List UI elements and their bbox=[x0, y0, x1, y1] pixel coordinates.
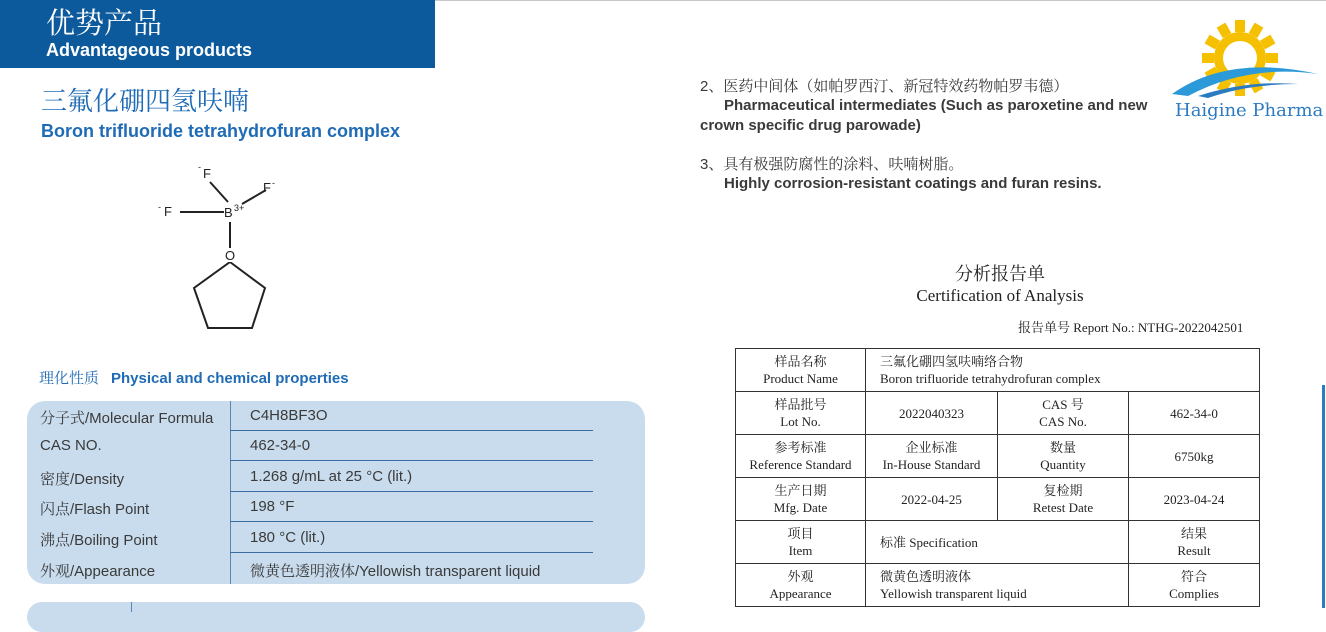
atom-f1: F bbox=[203, 166, 211, 181]
section-banner bbox=[0, 0, 435, 68]
spec-header: 标准 Specification bbox=[866, 521, 1129, 564]
retest-date-value: 2023-04-24 bbox=[1129, 478, 1260, 521]
property-row bbox=[27, 401, 645, 431]
properties-title-cn: 理化性质 bbox=[39, 369, 100, 387]
property-key: 外观/Appearance bbox=[40, 563, 156, 580]
application-en: Highly corrosion-resistant coatings and furan resins. bbox=[724, 175, 1102, 192]
charge-f1: - bbox=[198, 162, 201, 172]
quantity-value: 6750kg bbox=[1129, 435, 1260, 478]
coa-table bbox=[735, 348, 1260, 607]
application-cn: 2、医药中间体（如帕罗西汀、新冠特效药物帕罗韦德） bbox=[700, 78, 1069, 95]
quantity-label: 数量 Quantity bbox=[998, 435, 1129, 478]
atom-b: B bbox=[224, 205, 233, 220]
lot-value: 2022040323 bbox=[866, 392, 998, 435]
property-value: 微黄色透明液体/Yellowish transparent liquid bbox=[250, 563, 541, 580]
thf-ring bbox=[194, 262, 265, 328]
atom-f3: F bbox=[263, 180, 271, 195]
mfg-date-label: 生产日期 Mfg. Date bbox=[736, 478, 866, 521]
properties-title-en: Physical and chemical properties bbox=[111, 370, 349, 387]
bond-b-f1 bbox=[210, 182, 228, 202]
table-row bbox=[736, 478, 1260, 521]
next-panel-edge bbox=[27, 602, 645, 632]
property-row bbox=[27, 554, 645, 584]
lot-label: 样品批号 Lot No. bbox=[736, 392, 866, 435]
property-key: 分子式/Molecular Formula bbox=[40, 410, 214, 427]
item-header: 项目 Item bbox=[736, 521, 866, 564]
charge-b: 3+ bbox=[234, 203, 245, 213]
property-value: 462-34-0 bbox=[250, 437, 311, 454]
product-name-en: Boron trifluoride tetrahydrofuran complex bbox=[41, 121, 401, 141]
appearance-result: 符合 Complies bbox=[1129, 564, 1260, 607]
properties-panel bbox=[27, 401, 645, 584]
property-key: 密度/Density bbox=[40, 471, 125, 488]
property-key: CAS NO. bbox=[40, 437, 102, 454]
product-name-cn: 三氟化硼四氢呋喃 bbox=[41, 87, 250, 117]
ref-standard-value: 企业标准 In-House Standard bbox=[866, 435, 998, 478]
property-value: 180 °C (lit.) bbox=[250, 529, 326, 546]
application-cn: 3、具有极强防腐性的涂料、呋喃树脂。 bbox=[700, 156, 964, 173]
property-row bbox=[27, 431, 645, 461]
atom-o: O bbox=[225, 248, 236, 263]
property-key: 闪点/Flash Point bbox=[40, 501, 150, 518]
banner-title-en: Advantageous products bbox=[46, 40, 253, 60]
table-row bbox=[736, 349, 1260, 392]
cas-label: CAS 号 CAS No. bbox=[998, 392, 1129, 435]
application-en: Pharmaceutical intermediates (Such as paroxetine and new crown specific drug parowade) bbox=[700, 97, 1148, 134]
top-divider bbox=[435, 0, 1326, 1]
list-item bbox=[700, 156, 1170, 194]
report-number: 报告单号 Report No.: NTHG-2022042501 bbox=[1018, 320, 1244, 335]
banner-title-cn: 优势产品 bbox=[46, 6, 163, 40]
product-name-label: 样品名称 Product Name bbox=[736, 349, 866, 392]
appearance-spec: 微黄色透明液体 Yellowish transparent liquid bbox=[866, 564, 1129, 607]
property-value: C4H8BF3O bbox=[250, 407, 328, 424]
property-row bbox=[27, 462, 645, 492]
property-row bbox=[27, 523, 645, 553]
charge-f3: - bbox=[272, 178, 275, 188]
property-value: 1.268 g/mL at 25 °C (lit.) bbox=[250, 468, 413, 485]
properties-title bbox=[39, 367, 349, 388]
logo-text: Haigine Pharma bbox=[1175, 100, 1324, 121]
retest-date-label: 复检期 Retest Date bbox=[998, 478, 1129, 521]
result-header: 结果 Result bbox=[1129, 521, 1260, 564]
property-row bbox=[27, 492, 645, 522]
cas-value: 462-34-0 bbox=[1129, 392, 1260, 435]
table-row bbox=[736, 564, 1260, 607]
applications-list bbox=[700, 78, 1170, 214]
molecular-structure bbox=[130, 160, 290, 340]
property-key: 沸点/Boiling Point bbox=[40, 532, 158, 549]
table-row bbox=[736, 435, 1260, 478]
charge-f2: - bbox=[158, 202, 161, 212]
table-row bbox=[736, 392, 1260, 435]
appearance-label: 外观 Appearance bbox=[736, 564, 866, 607]
ref-standard-label: 参考标准 Reference Standard bbox=[736, 435, 866, 478]
right-edge-bar bbox=[1322, 385, 1325, 608]
coa-title-cn: 分析报告单 bbox=[955, 264, 1045, 285]
mfg-date-value: 2022-04-25 bbox=[866, 478, 998, 521]
list-item bbox=[700, 78, 1170, 136]
atom-f2: F bbox=[164, 204, 172, 219]
coa-title-en: Certification of Analysis bbox=[916, 286, 1084, 305]
property-value: 198 °F bbox=[250, 498, 295, 515]
table-row bbox=[736, 521, 1260, 564]
product-name-value: 三氟化硼四氢呋喃络合物 Boron trifluoride tetrahydrofuran complex bbox=[866, 349, 1260, 392]
